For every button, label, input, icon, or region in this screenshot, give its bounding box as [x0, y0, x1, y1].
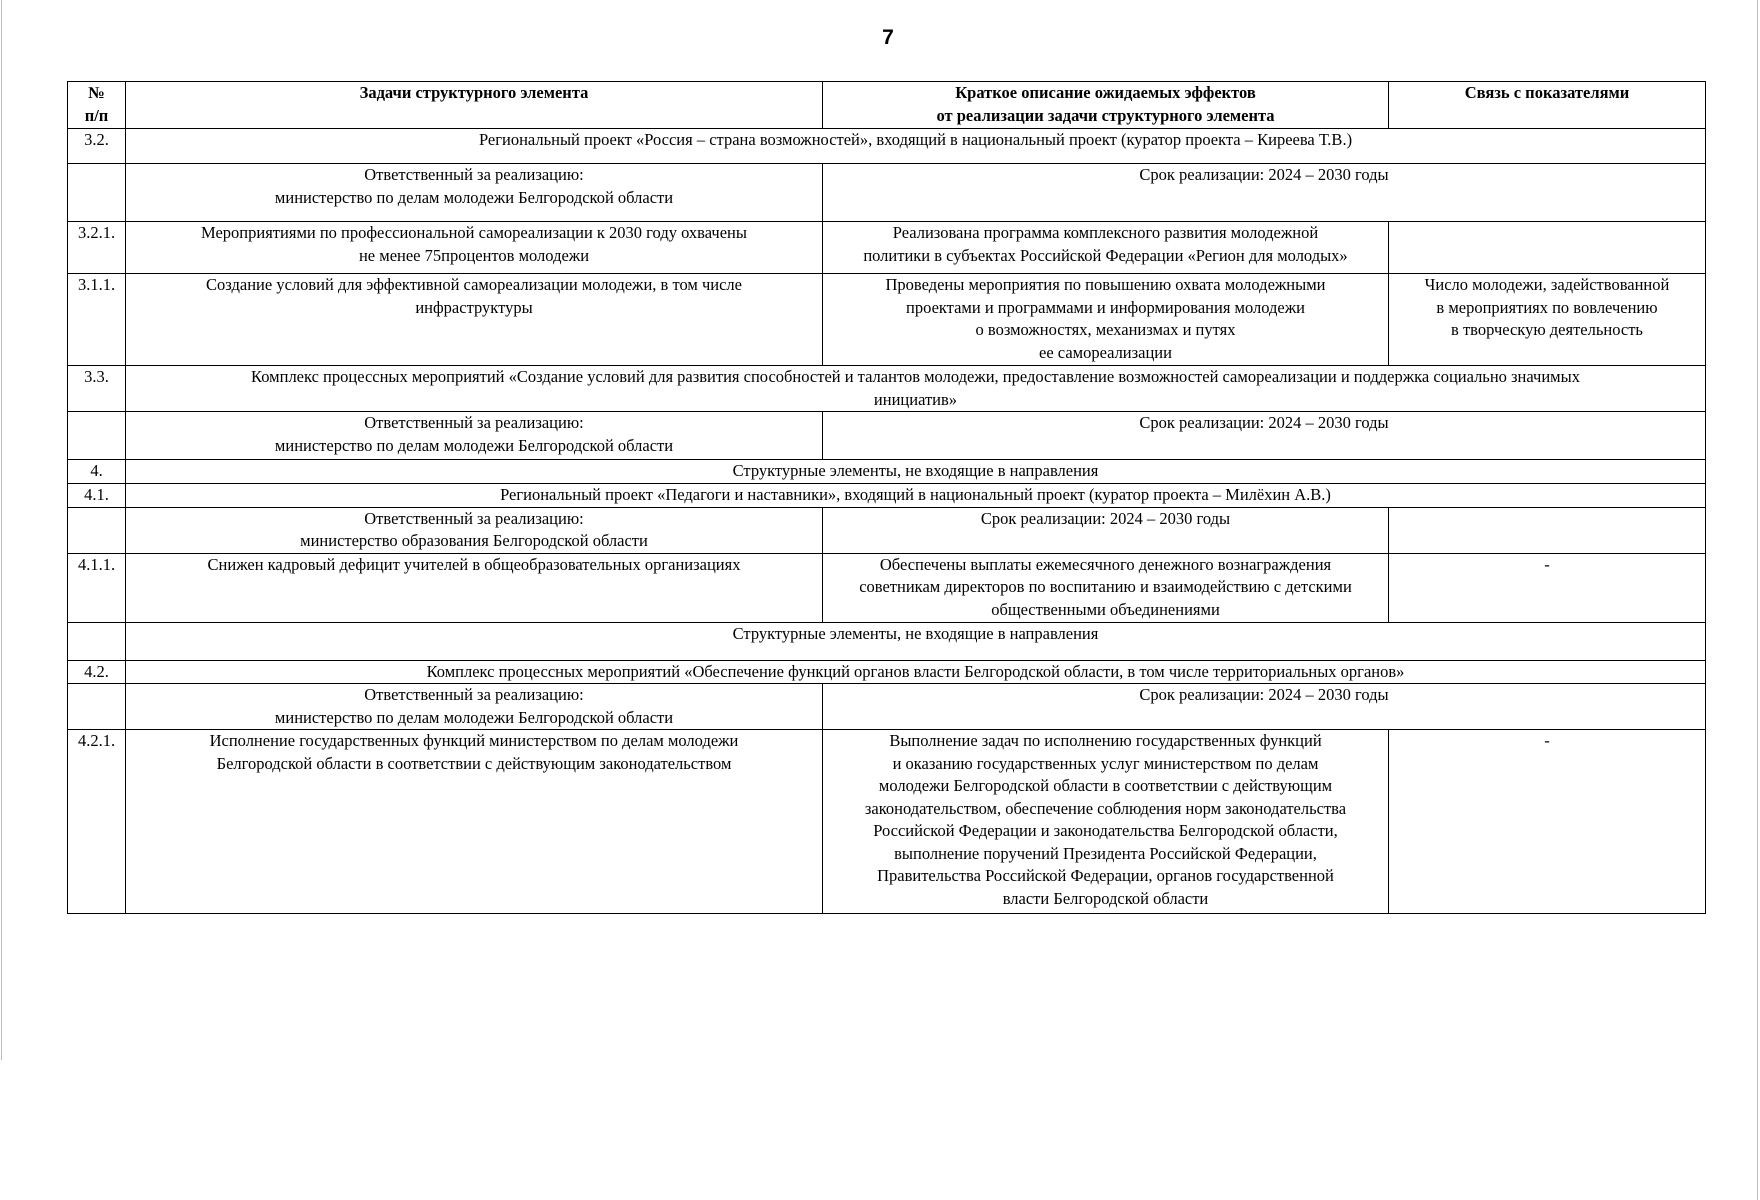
project-title: Региональный проект «Педагоги и наставники», входящий в национальный проект (куратор проекта – Милёхин А.В.): [126, 484, 1706, 508]
row-number: 3.2.: [68, 129, 126, 164]
page-number: 7: [882, 26, 894, 49]
responsible-cell: Ответственный за реализацию: министерство по делам молодежи Белгородской области: [126, 164, 823, 222]
table-row: [68, 553, 1706, 622]
table-row: [68, 730, 1706, 914]
row-number: [68, 164, 126, 222]
indicator-cell: Число молодежи, задействованной в мероприятиях по вовлечению в творческую деятельность: [1389, 274, 1706, 366]
row-number: 4.2.: [68, 660, 126, 684]
row-number: 3.3.: [68, 366, 126, 412]
project-title: Комплекс процессных мероприятий «Создание условий для развития способностей и талантов молодежи, предоставление возможностей самореализации и поддержка социально значимых инициатив»: [126, 366, 1706, 412]
table-row: [68, 274, 1706, 366]
scan-margin-line: [1757, 0, 1758, 1200]
task-cell: Исполнение государственных функций министерством по делам молодежи Белгородской области в соответствии с действующим законодательством: [126, 730, 823, 914]
row-number: 4.1.1.: [68, 553, 126, 622]
task-cell: Снижен кадровый дефицит учителей в общеобразовательных организациях: [126, 553, 823, 622]
table-row: [68, 622, 1706, 660]
responsible-cell: Ответственный за реализацию: министерство по делам молодежи Белгородской области: [126, 684, 823, 730]
table-row: [68, 507, 1706, 553]
table-row: [68, 366, 1706, 412]
section-title: Структурные элементы, не входящие в направления: [126, 622, 1706, 660]
responsible-cell: Ответственный за реализацию: министерство по делам молодежи Белгородской области: [126, 412, 823, 460]
table-row: [68, 129, 1706, 164]
header-tasks: Задачи структурного элемента: [126, 82, 823, 129]
table-row: [68, 684, 1706, 730]
project-title: Региональный проект «Россия – страна возможностей», входящий в национальный проект (куратор проекта – Киреева Т.В.): [126, 129, 1706, 164]
effect-cell: Реализована программа комплексного развития молодежной политики в субъектах Российской Федерации «Регион для молодых»: [823, 222, 1389, 274]
table-row: [68, 660, 1706, 684]
table-row: [68, 164, 1706, 222]
structural-elements-table: [67, 81, 1706, 914]
row-number: [68, 684, 126, 730]
row-number: 4.1.: [68, 484, 126, 508]
header-indicators: Связь с показателями: [1389, 82, 1706, 129]
row-number: [68, 412, 126, 460]
task-cell: Создание условий для эффективной самореализации молодежи, в том числе инфраструктуры: [126, 274, 823, 366]
table-row: [68, 412, 1706, 460]
row-number: [68, 507, 126, 553]
scan-margin-line: [1, 0, 2, 1060]
deadline-cell: Срок реализации: 2024 – 2030 годы: [823, 684, 1706, 730]
indicator-cell: -: [1389, 730, 1706, 914]
project-title: Комплекс процессных мероприятий «Обеспечение функций органов власти Белгородской области, в том числе территориальных органов»: [126, 660, 1706, 684]
task-cell: Мероприятиями по профессиональной самореализации к 2030 году охвачены не менее 75процентов молодежи: [126, 222, 823, 274]
effect-cell: Обеспечены выплаты ежемесячного денежного вознаграждения советникам директоров по воспитанию и взаимодействию с детскими общественными объединениями: [823, 553, 1389, 622]
effect-cell: Проведены мероприятия по повышению охвата молодежными проектами и программами и информирования молодежи о возможностях, механизмах и путях ее самореализации: [823, 274, 1389, 366]
header-number: № п/п: [68, 82, 126, 129]
section-title: Структурные элементы, не входящие в направления: [126, 460, 1706, 484]
deadline-cell: Срок реализации: 2024 – 2030 годы: [823, 164, 1706, 222]
table-row: [68, 222, 1706, 274]
row-number: 4.: [68, 460, 126, 484]
row-number: 3.2.1.: [68, 222, 126, 274]
header-effects: Краткое описание ожидаемых эффектов от реализации задачи структурного элемента: [823, 82, 1389, 129]
row-number: 4.2.1.: [68, 730, 126, 914]
row-number: [68, 622, 126, 660]
indicator-cell: -: [1389, 553, 1706, 622]
table-header-row: [68, 82, 1706, 129]
responsible-cell: Ответственный за реализацию: министерство образования Белгородской области: [126, 507, 823, 553]
row-number: 3.1.1.: [68, 274, 126, 366]
effect-cell: Выполнение задач по исполнению государственных функций и оказанию государственных услуг министерством по делам молодежи Белгородской области в соответствии с действующим законодательством, обеспечение соблюдения норм законодательства Российской Федерации и законодательства Белгородской области, выполнение поручений Президента Российской Федерации, Правительства Российской Федерации, органов государственной власти Белгородской области: [823, 730, 1389, 914]
indicator-cell: [1389, 507, 1706, 553]
table-row: [68, 460, 1706, 484]
deadline-cell: Срок реализации: 2024 – 2030 годы: [823, 507, 1389, 553]
deadline-cell: Срок реализации: 2024 – 2030 годы: [823, 412, 1706, 460]
indicator-cell: [1389, 222, 1706, 274]
table-row: [68, 484, 1706, 508]
